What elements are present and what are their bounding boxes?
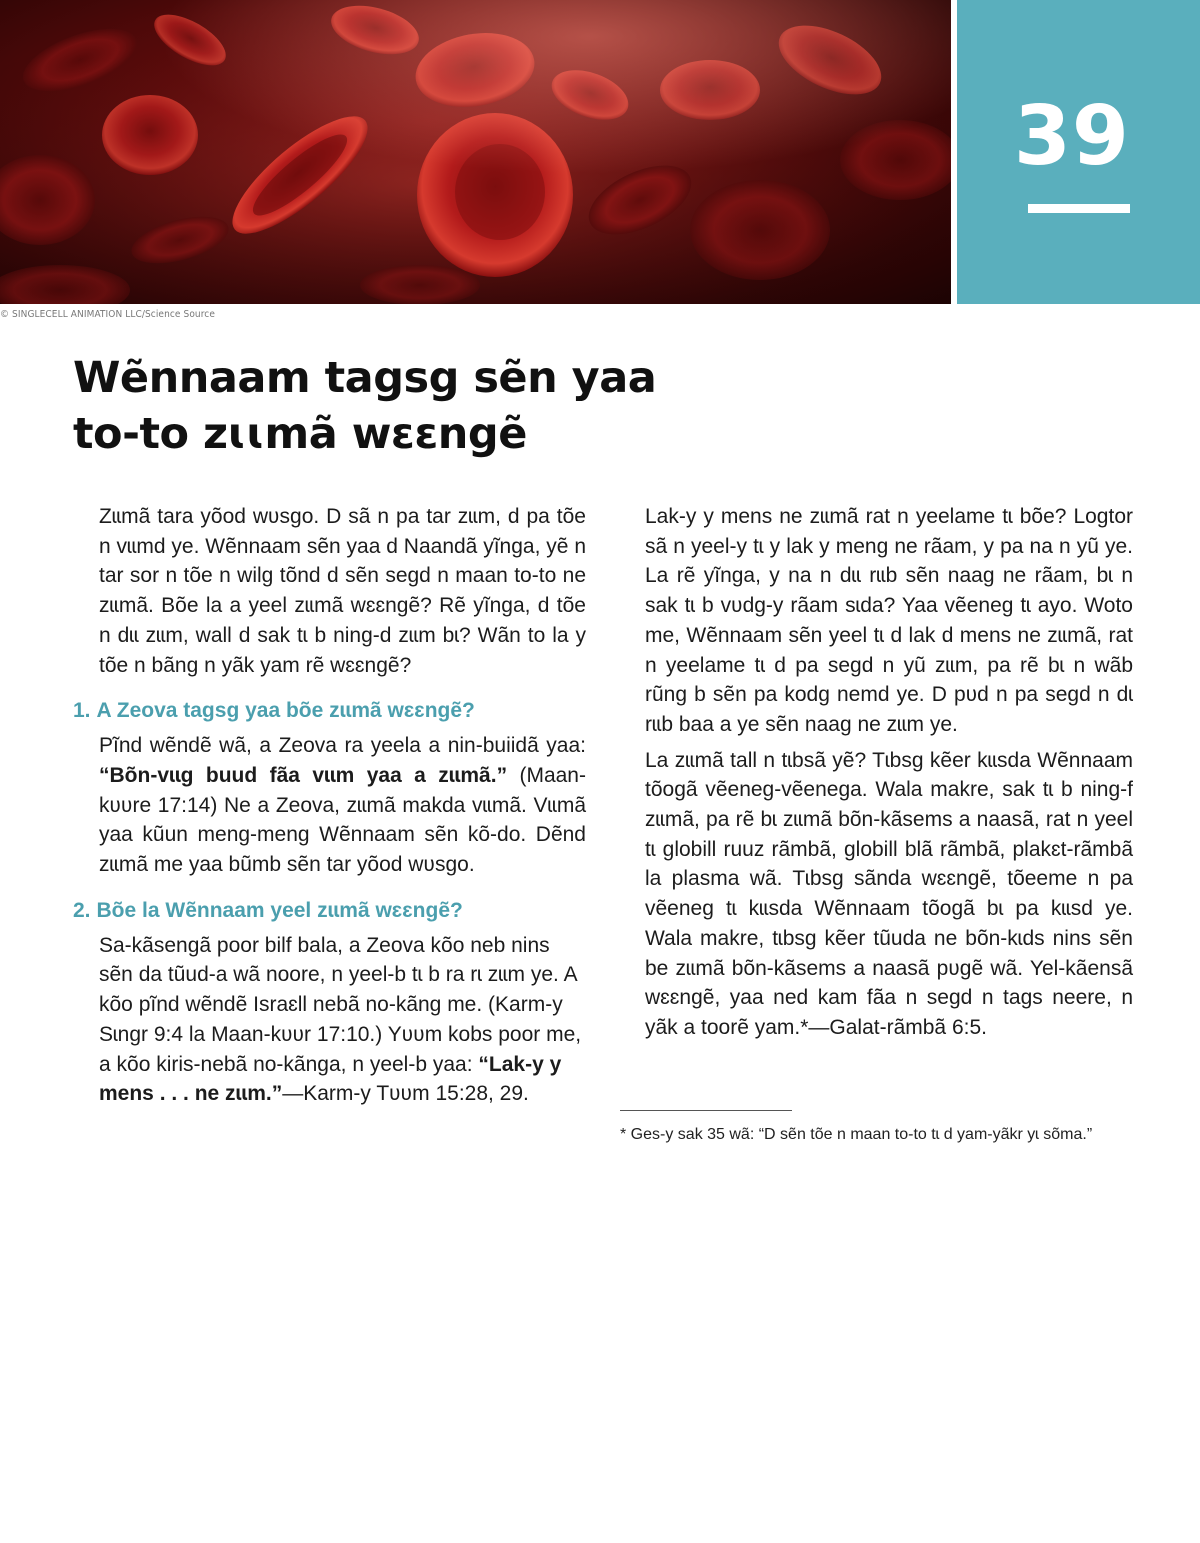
question-2-text: Bõe la Wẽnnaam yeel zɩɩmã wɛɛngẽ? xyxy=(96,898,463,922)
answer-1-text-after: (Maan-kʋʋre 17:14) Ne a Zeova, zɩɩmã makda vɩɩmã. Vɩɩmã yaa kũun meng-meng Wẽnnaam sẽn kõ-do. Dẽnd zɩɩmã me yaa bũmb sẽn tar yõod wʋsgo. xyxy=(99,763,586,877)
question-1 xyxy=(73,696,586,725)
answer-2-text-before: Sa-kãsengã poor bilf bala, a Zeova kõo neb nins sẽn da tũud-a wã noore, n yeel-b tɩ b ra rɩ zɩɩm ye. A kõo pĩnd wẽndẽ Israɛll nebã no-kãng me. (Karm-y Sɩngr 9:4 la Maan-kʋʋr 17:10.) Yʋʋm kobs poor me, a kõo kiris-nebã no-kãnga, n yeel-b yaa: xyxy=(99,933,582,1076)
page-title xyxy=(73,350,753,462)
image-credit: © SINGLECELL ANIMATION LLC/Science Source xyxy=(0,309,215,320)
question-2 xyxy=(73,896,586,925)
red-blood-cells-icon xyxy=(0,0,951,304)
answer-1-text-before: Pĩnd wẽndẽ wã, a Zeova ra yeela a nin-buiidã yaa: xyxy=(99,734,586,758)
hero-image-red-blood-cells xyxy=(0,0,951,304)
question-1-text: A Zeova tagsg yaa bõe zɩɩmã wɛɛngẽ? xyxy=(96,699,475,723)
footnote-divider xyxy=(620,1110,792,1111)
answer-1-paragraph xyxy=(99,731,586,880)
lesson-number-underline xyxy=(1028,204,1130,213)
question-1-number: 1. xyxy=(73,699,91,723)
answer-2-quote: “Lak-y y mens . . . ne zɩɩm.” xyxy=(99,1052,562,1106)
lesson-number: 39 xyxy=(1013,89,1130,184)
right-column xyxy=(645,502,1133,1049)
lesson-number-badge xyxy=(957,0,1200,304)
answer-2-paragraph xyxy=(99,931,586,1109)
right-paragraph-2: La zɩɩmã tall n tɩbsã yẽ? Tɩbsg kẽer kɩɩsda Wẽnnaam tõogã vẽeneg-vẽenega. Wala makre, sak tɩ b ning-f zɩɩmã, pa rẽ bɩ zɩɩmã bõn-kãsems a naasã, rat n yeel tɩ globill ruuz rãmbã, globill blã rãmbã, plakɛt-rãmbã la plasma wã. Tɩbsg sãnda wɛɛngẽ, tõeeme n pa vẽeneg tɩ kɩɩsda Wẽnnaam tõogã bɩ pa kɩɩsd ye. Wala makre, tɩbsg kẽer tũuda ne bõn-kɩds nins sẽn be zɩɩmã bõn-kãsems a naasã pʋgẽ wã. Yel-kãensã wɛɛngẽ, yaa ned kam fãa n segd n tags neere, n yãk a toorẽ yam.*—Galat-rãmbã 6:5. xyxy=(645,748,1133,1039)
page-title-line-1: Wẽnnaam tagsg sẽn yaa xyxy=(73,353,657,403)
question-2-number: 2. xyxy=(73,898,91,922)
footnote: * Ges-y sak 35 wã: “D sẽn tõe n maan to-to tɩ d yam-yãkr yɩ sõma.” xyxy=(620,1126,1093,1143)
intro-paragraph: Zɩɩmã tara yõod wʋsgo. D sã n pa tar zɩɩm, d pa tõe n vɩɩmd ye. Wẽnnaam sẽn yaa d Naandã yĩnga, yẽ n tar sor n tõe n wilg tõnd d sẽn segd n maan to-to ne zɩɩmã. Bõe la a yeel zɩɩmã wɛɛngẽ? Rẽ yĩnga, d tõe n dɩɩ zɩɩm, wall d sak tɩ b ning-d zɩɩm bɩ? Wãn to la y tõe n bãng n yãk yam rẽ wɛɛngẽ? xyxy=(99,505,586,677)
answer-2-text-after: —Karm-y Tʋʋm 15:28, 29. xyxy=(282,1082,529,1106)
left-column xyxy=(73,502,586,1115)
answer-1-quote: “Bõn-vɩɩg buud fãa vɩɩm yaa a zɩɩmã.” xyxy=(99,763,508,787)
right-paragraph-1: Lak-y y mens ne zɩɩmã rat n yeelame tɩ bõe? Logtor sã n yeel-y tɩ y lak y meng ne rãam, y pa na n yũ ye. La rẽ yĩnga, y na n dɩɩ rɩɩb sẽn naag ne rãam, bɩ n sak tɩ b vʋdg-y rãam sɩda? Yaa vẽeneg tɩ ayo. Woto me, Wẽnnaam sẽn yeel tɩ d lak d mens ne zɩɩmã, rat n yeelame tɩ d pa segd n yũ zɩɩm, pa rẽ bɩ n wãb rũng b sẽn pa kodg nemd ye. D pʋd n pa segd n dɩ rɩɩb baa a ye sẽn naag ne zɩɩm ye. xyxy=(645,505,1133,736)
page-title-line-2: to-to zɩɩmã wɛɛngẽ xyxy=(73,409,527,459)
